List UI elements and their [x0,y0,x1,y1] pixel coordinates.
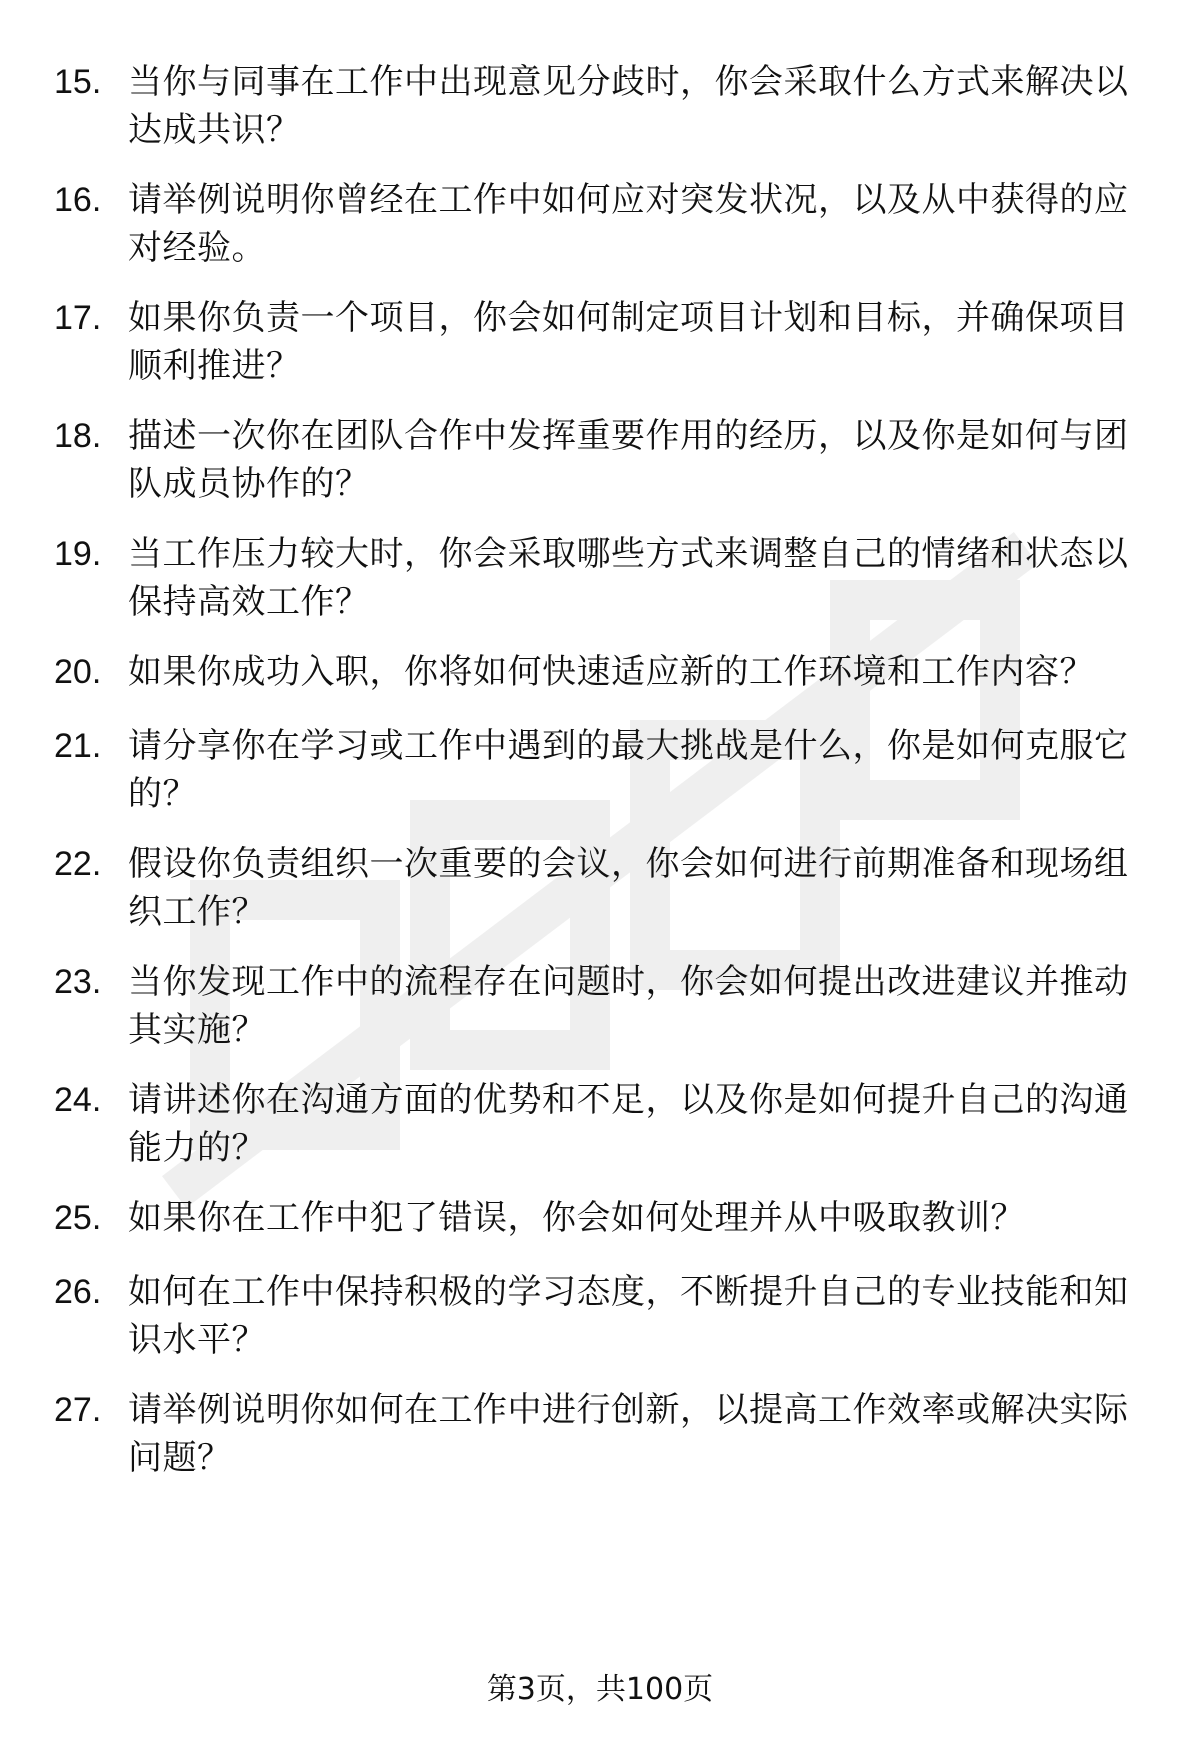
question-text: 如果你负责一个项目，你会如何制定项目计划和目标，并确保项目顺利推进？ [128,298,1129,386]
question-number: 24. [54,1081,102,1119]
question-number: 21. [54,727,102,765]
question-text: 描述一次你在团队合作中发挥重要作用的经历，以及你是如何与团队成员协作的？ [128,416,1129,504]
question-number: 23. [54,963,102,1001]
question-number: 15. [54,63,102,101]
question-text: 请分享你在学习或工作中遇到的最大挑战是什么，你是如何克服它的？ [128,726,1129,814]
question-number: 17. [54,299,102,337]
question-number: 19. [54,535,102,573]
question-number: 16. [54,181,102,219]
question-number: 20. [54,653,102,691]
question-number: 18. [54,417,102,455]
question-number: 27. [54,1391,102,1429]
question-number: 25. [54,1199,102,1237]
page-footer: 第3页，共100页 [486,1672,714,1707]
question-text: 假设你负责组织一次重要的会议，你会如何进行前期准备和现场组织工作？ [128,844,1129,932]
question-text: 当工作压力较大时，你会采取哪些方式来调整自己的情绪和状态以保持高效工作？ [128,534,1129,622]
question-text: 当你与同事在工作中出现意见分歧时，你会采取什么方式来解决以达成共识？ [128,62,1129,150]
question-text: 请举例说明你如何在工作中进行创新，以提高工作效率或解决实际问题？ [128,1390,1129,1478]
question-text: 请举例说明你曾经在工作中如何应对突发状况，以及从中获得的应对经验。 [128,180,1129,268]
question-text: 如果你成功入职，你将如何快速适应新的工作环境和工作内容？ [128,652,1094,692]
question-text: 如何在工作中保持积极的学习态度，不断提升自己的专业技能和知识水平？ [128,1272,1129,1360]
question-text: 当你发现工作中的流程存在问题时，你会如何提出改进建议并推动其实施？ [128,962,1129,1050]
question-number: 22. [54,845,102,883]
question-text: 如果你在工作中犯了错误，你会如何处理并从中吸取教训？ [128,1198,1025,1238]
question-number: 26. [54,1273,102,1311]
question-text: 请讲述你在沟通方面的优势和不足，以及你是如何提升自己的沟通能力的？ [128,1080,1129,1168]
